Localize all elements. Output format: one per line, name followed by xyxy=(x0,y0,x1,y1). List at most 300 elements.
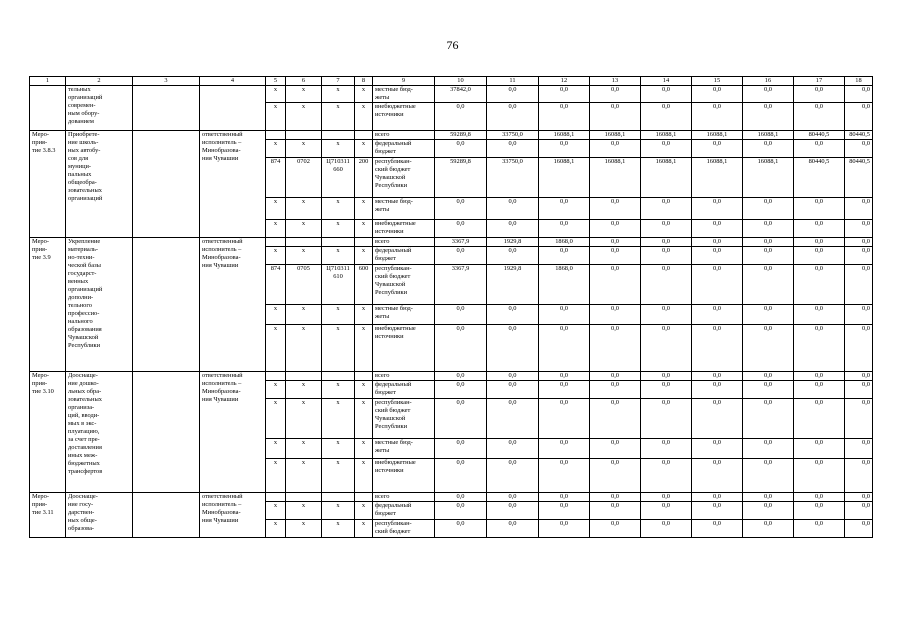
amount-cell-2019: 0,0 xyxy=(435,103,487,131)
budget-code-cell: x xyxy=(266,325,286,372)
budget-code-cell: x xyxy=(266,381,286,399)
table-row xyxy=(30,238,873,247)
budget-code-cell: x xyxy=(355,247,373,265)
budget-code-cell: x xyxy=(266,439,286,459)
column-number-17: 17 xyxy=(794,77,845,86)
budget-code-cell: x xyxy=(286,439,322,459)
column-number-18: 18 xyxy=(845,77,873,86)
amount-cell-2027: 0,0 xyxy=(845,265,873,305)
column-number-9: 9 xyxy=(373,77,435,86)
measure-number-cell: Меро- прия- тие 3.9 xyxy=(30,238,66,372)
amount-cell-2019: 0,0 xyxy=(435,220,487,238)
amount-cell-2025: 0,0 xyxy=(743,305,794,325)
amount-cell-2020: 0,0 xyxy=(487,140,539,158)
budget-code-cell xyxy=(266,493,286,502)
amount-cell-2026: 0,0 xyxy=(794,86,845,103)
amount-cell-2026: 0,0 xyxy=(794,493,845,502)
amount-cell-2020: 0,0 xyxy=(487,325,539,372)
budget-code-cell: x xyxy=(355,459,373,493)
amount-cell-2024: 0,0 xyxy=(692,140,743,158)
budget-code-cell: x xyxy=(266,86,286,103)
amount-cell-2024: 0,0 xyxy=(692,305,743,325)
amount-cell-2022: 0,0 xyxy=(590,198,641,220)
amount-cell-2024: 0,0 xyxy=(692,439,743,459)
amount-cell-2023: 0,0 xyxy=(641,459,692,493)
amount-cell-2023: 0,0 xyxy=(641,399,692,439)
goal-indicator-cell xyxy=(133,493,200,538)
amount-cell-2024: 16088,1 xyxy=(692,131,743,140)
table-row xyxy=(30,372,873,381)
amount-cell-2023: 0,0 xyxy=(641,305,692,325)
budget-code-cell: x xyxy=(266,198,286,220)
amount-cell-2020: 0,0 xyxy=(487,103,539,131)
funding-source-cell: местные бюд- жеты xyxy=(373,439,435,459)
budget-code-cell: 0705 xyxy=(286,265,322,305)
amount-cell-2024: 0,0 xyxy=(692,198,743,220)
amount-cell-2026: 80440,5 xyxy=(794,131,845,140)
amount-cell-2026: 0,0 xyxy=(794,520,845,538)
budget-code-cell: x xyxy=(355,381,373,399)
amount-cell-2024: 0,0 xyxy=(692,399,743,439)
measure-number-cell xyxy=(30,86,66,131)
funding-source-cell: федеральный бюджет xyxy=(373,381,435,399)
amount-cell-2020: 1929,8 xyxy=(487,265,539,305)
amount-cell-2023: 0,0 xyxy=(641,493,692,502)
budget-code-cell: x xyxy=(266,502,286,520)
amount-cell-2022: 0,0 xyxy=(590,381,641,399)
amount-cell-2023: 0,0 xyxy=(641,439,692,459)
funding-source-cell: федеральный бюджет xyxy=(373,502,435,520)
amount-cell-2022: 0,0 xyxy=(590,140,641,158)
amount-cell-2025: 0,0 xyxy=(743,399,794,439)
amount-cell-2027: 0,0 xyxy=(845,198,873,220)
column-number-11: 11 xyxy=(487,77,539,86)
amount-cell-2020: 0,0 xyxy=(487,372,539,381)
amount-cell-2019: 59289,8 xyxy=(435,131,487,140)
amount-cell-2025: 0,0 xyxy=(743,198,794,220)
amount-cell-2020: 0,0 xyxy=(487,86,539,103)
budget-code-cell: x xyxy=(355,305,373,325)
executor-cell xyxy=(200,86,266,131)
column-number-14: 14 xyxy=(641,77,692,86)
budget-code-cell: x xyxy=(286,399,322,439)
amount-cell-2023: 0,0 xyxy=(641,247,692,265)
funding-source-cell: внебюджетные источники xyxy=(373,325,435,372)
amount-cell-2026: 0,0 xyxy=(794,198,845,220)
amount-cell-2025: 0,0 xyxy=(743,502,794,520)
budget-code-cell: x xyxy=(286,86,322,103)
funding-source-cell: всего xyxy=(373,372,435,381)
budget-code-cell: x xyxy=(355,439,373,459)
amount-cell-2021: 16088,1 xyxy=(539,158,590,198)
column-number-16: 16 xyxy=(743,77,794,86)
amount-cell-2027: 0,0 xyxy=(845,439,873,459)
amount-cell-2025: 0,0 xyxy=(743,439,794,459)
amount-cell-2019: 3367,9 xyxy=(435,238,487,247)
amount-cell-2021: 0,0 xyxy=(539,305,590,325)
amount-cell-2025: 16088,1 xyxy=(743,158,794,198)
funding-source-cell: внебюджетные источники xyxy=(373,103,435,131)
budget-code-cell xyxy=(286,238,322,247)
amount-cell-2019: 0,0 xyxy=(435,439,487,459)
amount-cell-2023: 0,0 xyxy=(641,325,692,372)
amount-cell-2019: 3367,9 xyxy=(435,265,487,305)
amount-cell-2027: 0,0 xyxy=(845,86,873,103)
amount-cell-2026: 0,0 xyxy=(794,103,845,131)
budget-code-cell: x xyxy=(322,381,355,399)
budget-code-cell xyxy=(322,372,355,381)
budget-code-cell: x xyxy=(266,220,286,238)
amount-cell-2023: 0,0 xyxy=(641,86,692,103)
amount-cell-2025: 16088,1 xyxy=(743,131,794,140)
amount-cell-2022: 0,0 xyxy=(590,502,641,520)
funding-source-cell: республикан- ский бюджет Чувашской Республики xyxy=(373,399,435,439)
amount-cell-2020: 0,0 xyxy=(487,220,539,238)
amount-cell-2026: 80440,5 xyxy=(794,158,845,198)
amount-cell-2020: 0,0 xyxy=(487,502,539,520)
amount-cell-2019: 0,0 xyxy=(435,399,487,439)
budget-code-cell: Ц710311 660 xyxy=(322,158,355,198)
amount-cell-2019: 0,0 xyxy=(435,247,487,265)
amount-cell-2027: 0,0 xyxy=(845,372,873,381)
amount-cell-2022: 0,0 xyxy=(590,238,641,247)
column-number-6: 6 xyxy=(286,77,322,86)
goal-indicator-cell xyxy=(133,372,200,493)
amount-cell-2025: 0,0 xyxy=(743,220,794,238)
amount-cell-2021: 0,0 xyxy=(539,502,590,520)
amount-cell-2027: 0,0 xyxy=(845,220,873,238)
executor-cell: ответственный исполнитель – Минобразова- ния Чувашии xyxy=(200,238,266,372)
funding-source-cell: местные бюд- жеты xyxy=(373,305,435,325)
amount-cell-2022: 0,0 xyxy=(590,86,641,103)
amount-cell-2020: 0,0 xyxy=(487,520,539,538)
funding-source-cell: всего xyxy=(373,238,435,247)
amount-cell-2022: 0,0 xyxy=(590,103,641,131)
funding-source-cell: федеральный бюджет xyxy=(373,247,435,265)
budget-code-cell xyxy=(355,238,373,247)
budget-code-cell xyxy=(322,238,355,247)
amount-cell-2021: 0,0 xyxy=(539,86,590,103)
amount-cell-2027: 0,0 xyxy=(845,238,873,247)
budget-code-cell xyxy=(355,131,373,140)
amount-cell-2022: 0,0 xyxy=(590,220,641,238)
amount-cell-2020: 0,0 xyxy=(487,493,539,502)
table-row xyxy=(30,131,873,140)
amount-cell-2022: 0,0 xyxy=(590,325,641,372)
amount-cell-2027: 0,0 xyxy=(845,459,873,493)
amount-cell-2024: 0,0 xyxy=(692,372,743,381)
funding-source-cell: всего xyxy=(373,493,435,502)
measure-number-cell: Меро- прия- тие 3.10 xyxy=(30,372,66,493)
amount-cell-2026: 0,0 xyxy=(794,502,845,520)
amount-cell-2019: 0,0 xyxy=(435,493,487,502)
budget-code-cell: x xyxy=(266,305,286,325)
budget-code-cell: x xyxy=(266,399,286,439)
amount-cell-2019: 59289,8 xyxy=(435,158,487,198)
amount-cell-2026: 0,0 xyxy=(794,381,845,399)
table-row xyxy=(30,493,873,502)
budget-code-cell: x xyxy=(266,520,286,538)
amount-cell-2025: 0,0 xyxy=(743,247,794,265)
budget-code-cell xyxy=(355,493,373,502)
amount-cell-2025: 0,0 xyxy=(743,238,794,247)
amount-cell-2019: 0,0 xyxy=(435,502,487,520)
amount-cell-2027: 0,0 xyxy=(845,103,873,131)
column-number-4: 4 xyxy=(200,77,266,86)
amount-cell-2025: 0,0 xyxy=(743,325,794,372)
amount-cell-2023: 0,0 xyxy=(641,520,692,538)
amount-cell-2020: 0,0 xyxy=(487,439,539,459)
budget-code-cell: x xyxy=(286,502,322,520)
amount-cell-2021: 0,0 xyxy=(539,325,590,372)
amount-cell-2021: 0,0 xyxy=(539,140,590,158)
amount-cell-2020: 0,0 xyxy=(487,198,539,220)
amount-cell-2025: 0,0 xyxy=(743,372,794,381)
funding-source-cell: внебюджетные источники xyxy=(373,220,435,238)
measure-name-cell: Дооснаще- ние госу- дарствен- ных обще- образова- xyxy=(66,493,133,538)
measure-name-cell: тельных организаций современ- ным обору- дованием xyxy=(66,86,133,131)
budget-code-cell: x xyxy=(322,502,355,520)
funding-source-cell: федеральный бюджет xyxy=(373,140,435,158)
budget-code-cell: x xyxy=(286,325,322,372)
budget-code-cell: x xyxy=(286,220,322,238)
amount-cell-2019: 0,0 xyxy=(435,305,487,325)
amount-cell-2020: 33750,0 xyxy=(487,158,539,198)
budget-code-cell: x xyxy=(322,220,355,238)
budget-code-cell: x xyxy=(322,103,355,131)
amount-cell-2023: 0,0 xyxy=(641,220,692,238)
amount-cell-2021: 0,0 xyxy=(539,381,590,399)
amount-cell-2022: 0,0 xyxy=(590,247,641,265)
budget-code-cell xyxy=(266,372,286,381)
amount-cell-2021: 1868,0 xyxy=(539,238,590,247)
amount-cell-2021: 0,0 xyxy=(539,198,590,220)
amount-cell-2019: 0,0 xyxy=(435,381,487,399)
amount-cell-2026: 0,0 xyxy=(794,238,845,247)
measure-name-cell: Укрепление материаль- но-техни- ческой базы государст- венных организаций дополни- тельного профессио- нального образования Чувашской Республики xyxy=(66,238,133,372)
amount-cell-2027: 0,0 xyxy=(845,325,873,372)
amount-cell-2024: 0,0 xyxy=(692,493,743,502)
amount-cell-2021: 0,0 xyxy=(539,439,590,459)
table-row xyxy=(30,86,873,103)
amount-cell-2024: 0,0 xyxy=(692,381,743,399)
amount-cell-2022: 0,0 xyxy=(590,493,641,502)
budget-code-cell xyxy=(286,131,322,140)
amount-cell-2021: 0,0 xyxy=(539,399,590,439)
amount-cell-2021: 0,0 xyxy=(539,493,590,502)
budget-code-cell: x xyxy=(322,198,355,220)
amount-cell-2025: 0,0 xyxy=(743,520,794,538)
amount-cell-2024: 16088,1 xyxy=(692,158,743,198)
budget-table xyxy=(29,76,873,538)
budget-code-cell: x xyxy=(355,86,373,103)
amount-cell-2027: 0,0 xyxy=(845,502,873,520)
amount-cell-2021: 0,0 xyxy=(539,520,590,538)
amount-cell-2021: 0,0 xyxy=(539,372,590,381)
amount-cell-2020: 0,0 xyxy=(487,305,539,325)
amount-cell-2022: 0,0 xyxy=(590,459,641,493)
budget-code-cell: x xyxy=(322,459,355,493)
amount-cell-2020: 33750,0 xyxy=(487,131,539,140)
amount-cell-2026: 0,0 xyxy=(794,439,845,459)
budget-code-cell: x xyxy=(355,520,373,538)
funding-source-cell: республикан- ский бюджет Чувашской Республики xyxy=(373,265,435,305)
amount-cell-2026: 0,0 xyxy=(794,265,845,305)
amount-cell-2026: 0,0 xyxy=(794,325,845,372)
column-number-5: 5 xyxy=(266,77,286,86)
funding-source-cell: республикан- ский бюджет xyxy=(373,520,435,538)
amount-cell-2025: 0,0 xyxy=(743,459,794,493)
amount-cell-2025: 0,0 xyxy=(743,86,794,103)
amount-cell-2021: 0,0 xyxy=(539,459,590,493)
amount-cell-2022: 0,0 xyxy=(590,372,641,381)
amount-cell-2027: 80440,5 xyxy=(845,131,873,140)
budget-code-cell: x xyxy=(322,305,355,325)
budget-code-cell xyxy=(266,131,286,140)
amount-cell-2024: 0,0 xyxy=(692,520,743,538)
amount-cell-2019: 0,0 xyxy=(435,325,487,372)
amount-cell-2022: 16088,1 xyxy=(590,158,641,198)
amount-cell-2024: 0,0 xyxy=(692,247,743,265)
amount-cell-2024: 0,0 xyxy=(692,86,743,103)
column-number-7: 7 xyxy=(322,77,355,86)
budget-code-cell: x xyxy=(286,140,322,158)
column-number-3: 3 xyxy=(133,77,200,86)
budget-code-cell: x xyxy=(322,325,355,372)
amount-cell-2027: 80440,5 xyxy=(845,158,873,198)
amount-cell-2024: 0,0 xyxy=(692,238,743,247)
amount-cell-2023: 0,0 xyxy=(641,140,692,158)
amount-cell-2023: 0,0 xyxy=(641,265,692,305)
amount-cell-2023: 0,0 xyxy=(641,381,692,399)
amount-cell-2021: 0,0 xyxy=(539,220,590,238)
measure-name-cell: Приобрете- ние школь- ных автобу- сов для муници- пальных общеобра- зовательных организаций xyxy=(66,131,133,238)
amount-cell-2022: 0,0 xyxy=(590,399,641,439)
column-number-10: 10 xyxy=(435,77,487,86)
amount-cell-2027: 0,0 xyxy=(845,140,873,158)
amount-cell-2027: 0,0 xyxy=(845,247,873,265)
amount-cell-2027: 0,0 xyxy=(845,381,873,399)
amount-cell-2025: 0,0 xyxy=(743,381,794,399)
budget-code-cell: x xyxy=(286,103,322,131)
funding-source-cell: местные бюд- жеты xyxy=(373,86,435,103)
amount-cell-2023: 0,0 xyxy=(641,198,692,220)
measure-number-cell: Меро- прия- тие 3.11 xyxy=(30,493,66,538)
amount-cell-2027: 0,0 xyxy=(845,399,873,439)
amount-cell-2019: 0,0 xyxy=(435,198,487,220)
amount-cell-2020: 0,0 xyxy=(487,247,539,265)
budget-code-cell: x xyxy=(355,399,373,439)
budget-code-cell: 0702 xyxy=(286,158,322,198)
amount-cell-2022: 0,0 xyxy=(590,305,641,325)
amount-cell-2019: 0,0 xyxy=(435,459,487,493)
executor-cell: ответственный исполнитель – Минобразова- ния Чувашии xyxy=(200,493,266,538)
amount-cell-2023: 0,0 xyxy=(641,502,692,520)
amount-cell-2023: 0,0 xyxy=(641,238,692,247)
budget-code-cell: x xyxy=(355,325,373,372)
funding-source-cell: внебюджетные источники xyxy=(373,459,435,493)
amount-cell-2026: 0,0 xyxy=(794,399,845,439)
column-number-2: 2 xyxy=(66,77,133,86)
budget-code-cell: x xyxy=(322,520,355,538)
amount-cell-2022: 16088,1 xyxy=(590,131,641,140)
amount-cell-2023: 16088,1 xyxy=(641,131,692,140)
amount-cell-2020: 0,0 xyxy=(487,381,539,399)
goal-indicator-cell xyxy=(133,86,200,131)
amount-cell-2026: 0,0 xyxy=(794,372,845,381)
column-number-header xyxy=(30,77,873,86)
budget-code-cell: x xyxy=(355,140,373,158)
column-number-12: 12 xyxy=(539,77,590,86)
amount-cell-2024: 0,0 xyxy=(692,103,743,131)
amount-cell-2019: 0,0 xyxy=(435,520,487,538)
budget-code-cell: x xyxy=(286,247,322,265)
amount-cell-2027: 0,0 xyxy=(845,493,873,502)
budget-code-cell: x xyxy=(322,399,355,439)
amount-cell-2019: 37842,0 xyxy=(435,86,487,103)
budget-code-cell: x xyxy=(355,502,373,520)
executor-cell: ответственный исполнитель – Минобразова- ния Чувашии xyxy=(200,131,266,238)
amount-cell-2022: 0,0 xyxy=(590,439,641,459)
budget-code-cell: x xyxy=(355,198,373,220)
budget-code-cell: x xyxy=(322,140,355,158)
column-number-13: 13 xyxy=(590,77,641,86)
amount-cell-2021: 16088,1 xyxy=(539,131,590,140)
amount-cell-2022: 0,0 xyxy=(590,520,641,538)
amount-cell-2020: 1929,8 xyxy=(487,238,539,247)
amount-cell-2021: 1868,0 xyxy=(539,265,590,305)
budget-code-cell: x xyxy=(266,247,286,265)
amount-cell-2024: 0,0 xyxy=(692,325,743,372)
budget-code-cell: x xyxy=(322,86,355,103)
amount-cell-2023: 16088,1 xyxy=(641,158,692,198)
executor-cell: ответственный исполнитель – Минобразова- ния Чувашии xyxy=(200,372,266,493)
amount-cell-2027: 0,0 xyxy=(845,520,873,538)
amount-cell-2022: 0,0 xyxy=(590,265,641,305)
amount-cell-2025: 0,0 xyxy=(743,103,794,131)
budget-code-cell: x xyxy=(355,103,373,131)
page-number: 76 xyxy=(446,38,459,52)
funding-source-cell: местные бюд- жеты xyxy=(373,198,435,220)
amount-cell-2025: 0,0 xyxy=(743,265,794,305)
measure-number-cell: Меро- прия- тие 3.8.3 xyxy=(30,131,66,238)
column-number-1: 1 xyxy=(30,77,66,86)
amount-cell-2026: 0,0 xyxy=(794,220,845,238)
amount-cell-2025: 0,0 xyxy=(743,140,794,158)
goal-indicator-cell xyxy=(133,238,200,372)
budget-code-cell: x xyxy=(286,520,322,538)
goal-indicator-cell xyxy=(133,131,200,238)
amount-cell-2020: 0,0 xyxy=(487,459,539,493)
amount-cell-2026: 0,0 xyxy=(794,140,845,158)
budget-code-cell xyxy=(266,238,286,247)
budget-code-cell xyxy=(355,372,373,381)
budget-code-cell xyxy=(286,493,322,502)
budget-code-cell xyxy=(322,131,355,140)
budget-code-cell: Ц710311 610 xyxy=(322,265,355,305)
budget-code-cell: 874 xyxy=(266,158,286,198)
budget-code-cell xyxy=(322,493,355,502)
budget-code-cell: 200 xyxy=(355,158,373,198)
amount-cell-2024: 0,0 xyxy=(692,502,743,520)
amount-cell-2024: 0,0 xyxy=(692,220,743,238)
amount-cell-2020: 0,0 xyxy=(487,399,539,439)
budget-code-cell: x xyxy=(286,381,322,399)
funding-source-cell: республикан- ский бюджет Чувашской Республики xyxy=(373,158,435,198)
budget-code-cell: x xyxy=(322,439,355,459)
amount-cell-2026: 0,0 xyxy=(794,459,845,493)
amount-cell-2025: 0,0 xyxy=(743,493,794,502)
